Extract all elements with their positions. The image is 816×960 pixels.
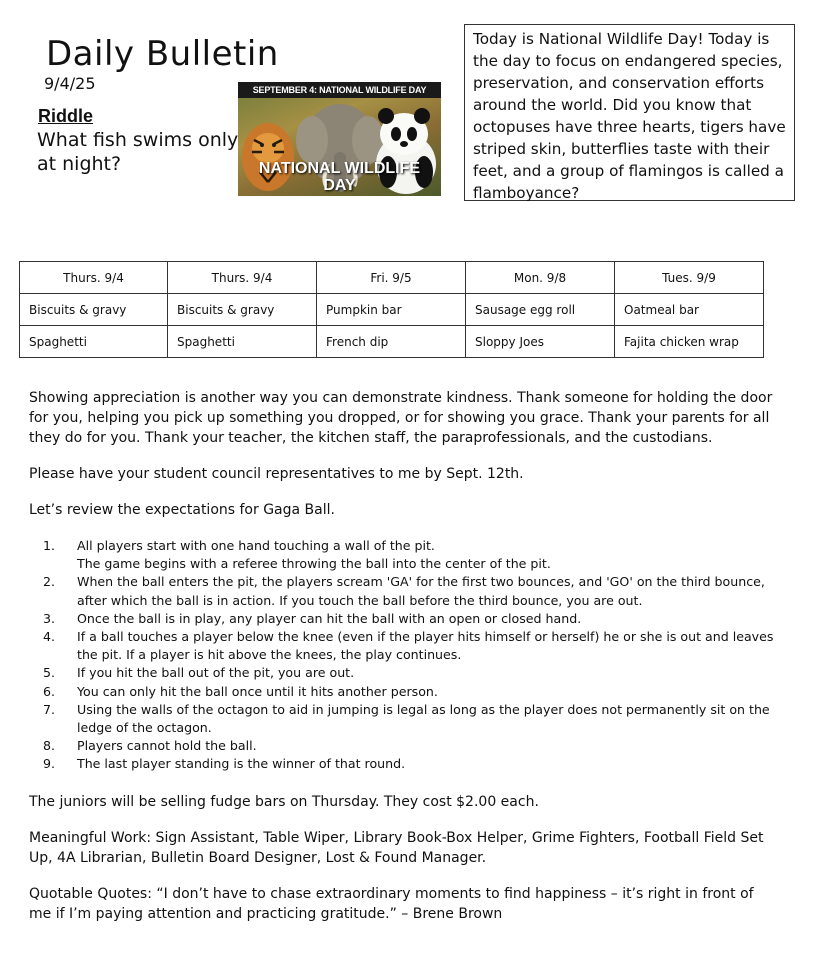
rule-text: The game begins with a referee throwing the ball into the center of the pit. — [77, 556, 551, 572]
rule-text: All players start with one hand touching a wall of the pit. — [77, 538, 435, 553]
rule-number: 3. — [43, 610, 56, 626]
rule-text: Using the walls of the octagon to aid in jumping is legal as long as the player does not permanently sit on the ledge of the octagon. — [77, 701, 770, 736]
rule-text: When the ball enters the pit, the players scream 'GA' for the first two bounces, and 'GO' on the third bounce, after which the ball is in action. If you touch the ball before the third bounce, you are out. — [77, 574, 765, 608]
gaga-rules-list — [29, 537, 779, 774]
menu-lunch-row — [20, 326, 764, 358]
list-item — [29, 755, 779, 773]
rule-text: You can only hit the ball once until it hits another person. — [77, 683, 438, 699]
list-item — [29, 664, 779, 682]
page-title: Daily Bulletin — [46, 34, 279, 74]
menu-day: Fri. 9/5 — [317, 262, 466, 294]
rule-text: Players cannot hold the ball. — [77, 738, 257, 754]
menu-cell: French dip — [317, 326, 466, 358]
rule-number: 7. — [43, 701, 56, 717]
menu-cell: Fajita chicken wrap — [615, 326, 764, 358]
rule-number: 1. — [43, 538, 56, 553]
menu-day: Mon. 9/8 — [466, 262, 615, 294]
menu-header-row — [20, 262, 764, 294]
menu-cell: Spaghetti — [168, 326, 317, 358]
list-item — [29, 683, 779, 701]
rule-text: If a ball touches a player below the knee (even if the player hits himself or herself) he or she is out and leaves the pit. If a player is hit above the knees, the play continues. — [77, 629, 774, 663]
menu-cell: Biscuits & gravy — [168, 294, 317, 326]
meaningful-work-paragraph: Meaningful Work: Sign Assistant, Table Wiper, Library Book-Box Helper, Grime Fighters, Football Field Set Up, 4A Librarian, Bulletin Board Designer, Lost & Found Manager. — [29, 830, 764, 866]
fudge-sale-paragraph: The juniors will be selling fudge bars on Thursday. They cost $2.00 each. — [29, 794, 539, 810]
rule-number: 8. — [43, 738, 56, 754]
menu-day: Tues. 9/9 — [615, 262, 764, 294]
list-item — [29, 737, 779, 755]
rule-number: 2. — [43, 574, 56, 590]
lunch-menu-table — [19, 261, 764, 358]
menu-breakfast-row — [20, 294, 764, 326]
rule-text: The last player standing is the winner of that round. — [77, 756, 406, 772]
menu-cell: Biscuits & gravy — [20, 294, 168, 326]
menu-cell: Pumpkin bar — [317, 294, 466, 326]
riddle-heading: Riddle — [38, 106, 94, 126]
rule-number: 4. — [43, 629, 56, 645]
rule-text: If you hit the ball out of the pit, you are out. — [77, 665, 355, 681]
riddle-question: What fish swims only at night? — [37, 129, 239, 175]
wildlife-day-info-box: Today is National Wildlife Day! Today is the day to focus on endangered species, preservation, and conservation efforts around the world. Did you know that octopuses have three hearts, tigers have striped skin, butterflies taste with their feet, and a group of flamingos is called a flamboyance? — [464, 24, 795, 201]
list-item — [29, 628, 779, 664]
menu-cell: Spaghetti — [20, 326, 168, 358]
rule-number: 9. — [43, 756, 56, 772]
menu-cell: Oatmeal bar — [615, 294, 764, 326]
list-item — [29, 573, 779, 609]
gaga-intro-paragraph: Let’s review the expectations for Gaga Ball. — [29, 502, 335, 518]
banner-title: NATIONAL WILDLIFE DAY — [258, 160, 421, 194]
menu-day: Thurs. 9/4 — [20, 262, 168, 294]
quotable-quote-paragraph: Quotable Quotes: “I don’t have to chase extraordinary moments to find happiness – it’s right in front of me if I’m paying attention and practicing gratitude.” – Brene Brown — [29, 886, 754, 922]
list-item — [29, 537, 779, 573]
menu-day: Thurs. 9/4 — [168, 262, 317, 294]
rule-text: Once the ball is in play, any player can hit the ball with an open or closed hand. — [77, 610, 582, 626]
kindness-paragraph: Showing appreciation is another way you can demonstrate kindness. Thank someone for holding the door for you, helping you pick up something you dropped, or for showing you grace. Thank your parents for all they do for you. Thank your teacher, the kitchen staff, the paraprofessionals, and the custodians. — [29, 390, 773, 446]
list-item — [29, 701, 779, 737]
list-item — [29, 610, 779, 628]
student-council-paragraph: Please have your student council representatives to me by Sept. 12th. — [29, 466, 524, 482]
banner-caption: SEPTEMBER 4: NATIONAL WILDLIFE DAY — [238, 82, 441, 98]
rule-number: 5. — [43, 665, 56, 681]
menu-cell: Sausage egg roll — [466, 294, 615, 326]
wildlife-day-image — [238, 82, 441, 196]
bulletin-date: 9/4/25 — [44, 74, 96, 93]
rule-number: 6. — [43, 683, 56, 699]
menu-cell: Sloppy Joes — [466, 326, 615, 358]
